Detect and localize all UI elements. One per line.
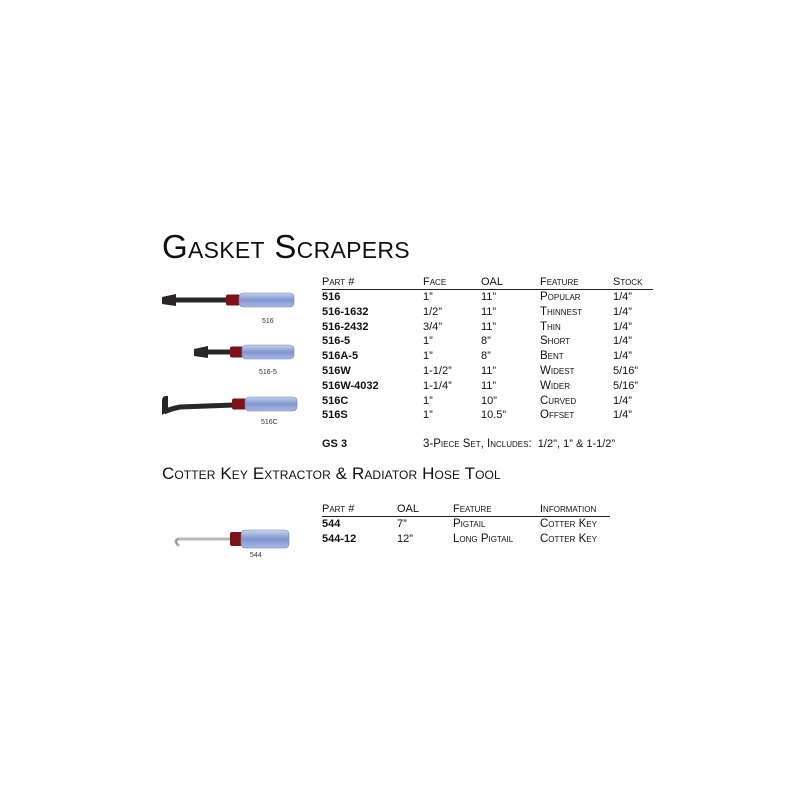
part-number: 544 [322, 518, 341, 530]
face: 1-1/2” [423, 364, 452, 377]
set-description-text: 3-Piece Set, Includes: [423, 438, 532, 450]
feature: Curved [540, 394, 577, 407]
gasket-scrapers-table [322, 276, 653, 423]
set-part-number: GS 3 [322, 438, 348, 450]
col-header-part: Part # [322, 503, 397, 517]
table-row [322, 379, 653, 394]
tool-label-544: 544 [250, 552, 262, 559]
face: 1/2” [423, 305, 442, 318]
gasket-scraper-illustrations [150, 285, 320, 435]
oal: 10.5” [481, 409, 507, 422]
information: Cotter Key [540, 518, 597, 530]
table-row [322, 408, 653, 423]
oal: 11” [481, 364, 497, 377]
stock: 1/4” [613, 394, 632, 407]
feature: Wider [540, 379, 570, 392]
oal: 8” [481, 350, 491, 363]
part-number: 544-12 [322, 532, 357, 545]
feature: Thin [540, 320, 561, 333]
gasket-scrapers-title: Gasket Scrapers [162, 228, 410, 265]
table-row [322, 320, 653, 335]
face: 1” [423, 409, 433, 422]
part-number: 516W-4032 [322, 379, 379, 392]
feature: Thinnest [540, 305, 583, 318]
face: 3/4" [423, 320, 443, 333]
table-row [322, 532, 610, 547]
feature: Offset [540, 409, 575, 422]
col-header-information: Information [540, 503, 610, 517]
cotter-key-title: Cotter Key Extractor & Radiator Hose Tool [162, 464, 501, 483]
table-row [322, 364, 653, 379]
col-header-oal: OAL [481, 276, 540, 290]
oal: 8” [481, 335, 491, 348]
feature: Bent [540, 350, 564, 363]
feature: Long Pigtail [453, 532, 514, 545]
col-header-face: Face [423, 276, 481, 290]
face: 1” [423, 394, 433, 407]
stock: 5/16” [613, 379, 639, 392]
col-header-feature: Feature [453, 503, 540, 517]
oal: 11” [481, 320, 497, 333]
stock: 1/4” [613, 335, 632, 348]
part-number: 516A-5 [322, 350, 359, 363]
oal: 7” [397, 518, 407, 530]
part-number: 516-2432 [322, 320, 369, 333]
part-number: 516 [322, 291, 341, 303]
stock: 1/4” [613, 305, 632, 318]
curved-scraper-icon [162, 396, 297, 415]
stock: 1/4” [613, 320, 632, 333]
tool-label-516: 516 [262, 318, 274, 325]
oal: 11” [481, 305, 497, 318]
tool-label-516c: 516C [261, 419, 278, 426]
short-scraper-icon [194, 345, 294, 359]
cotter-tool-illustration [160, 515, 300, 555]
face: 1” [423, 335, 433, 348]
feature: Widest [540, 364, 575, 377]
information: Cotter Key [540, 532, 597, 545]
cotter-key-table [322, 503, 610, 547]
col-header-stock: Stock [613, 276, 653, 290]
table-header-row [322, 276, 653, 290]
table-row [322, 517, 610, 532]
part-number: 516-1632 [322, 305, 369, 318]
table-row [322, 349, 653, 364]
table-row [322, 305, 653, 320]
part-number: 516W [322, 364, 351, 377]
oal: 11” [481, 291, 497, 303]
wide-scraper-icon [162, 293, 294, 307]
table-row [322, 394, 653, 409]
set-sizes: 1/2", 1” & 1-1/2” [537, 438, 616, 450]
face: 1-1/4” [423, 379, 452, 392]
oal: 10” [481, 394, 497, 407]
set-description [423, 438, 615, 450]
tool-label-516-5: 516-5 [259, 369, 277, 376]
table-header-row [322, 503, 610, 517]
col-header-feature: Feature [540, 276, 613, 290]
part-number: 516S [322, 409, 348, 422]
face: 1” [423, 291, 433, 303]
table-row [322, 334, 653, 349]
stock: 5/16” [613, 364, 639, 377]
feature: Pigtail [453, 518, 486, 530]
part-number: 516-5 [322, 335, 351, 348]
stock: 1/4” [613, 409, 632, 422]
feature: Short [540, 335, 571, 348]
stock: 1/4” [613, 350, 632, 363]
col-header-oal: OAL [397, 503, 453, 517]
hook-tool-icon [176, 530, 289, 548]
stock: 1/4” [613, 291, 632, 303]
col-header-part: Part # [322, 276, 423, 290]
face: 1” [423, 350, 433, 363]
oal: 12” [397, 532, 413, 545]
table-row [322, 290, 653, 305]
feature: Popular [540, 291, 581, 303]
part-number: 516C [322, 394, 349, 407]
oal: 11” [481, 379, 497, 392]
